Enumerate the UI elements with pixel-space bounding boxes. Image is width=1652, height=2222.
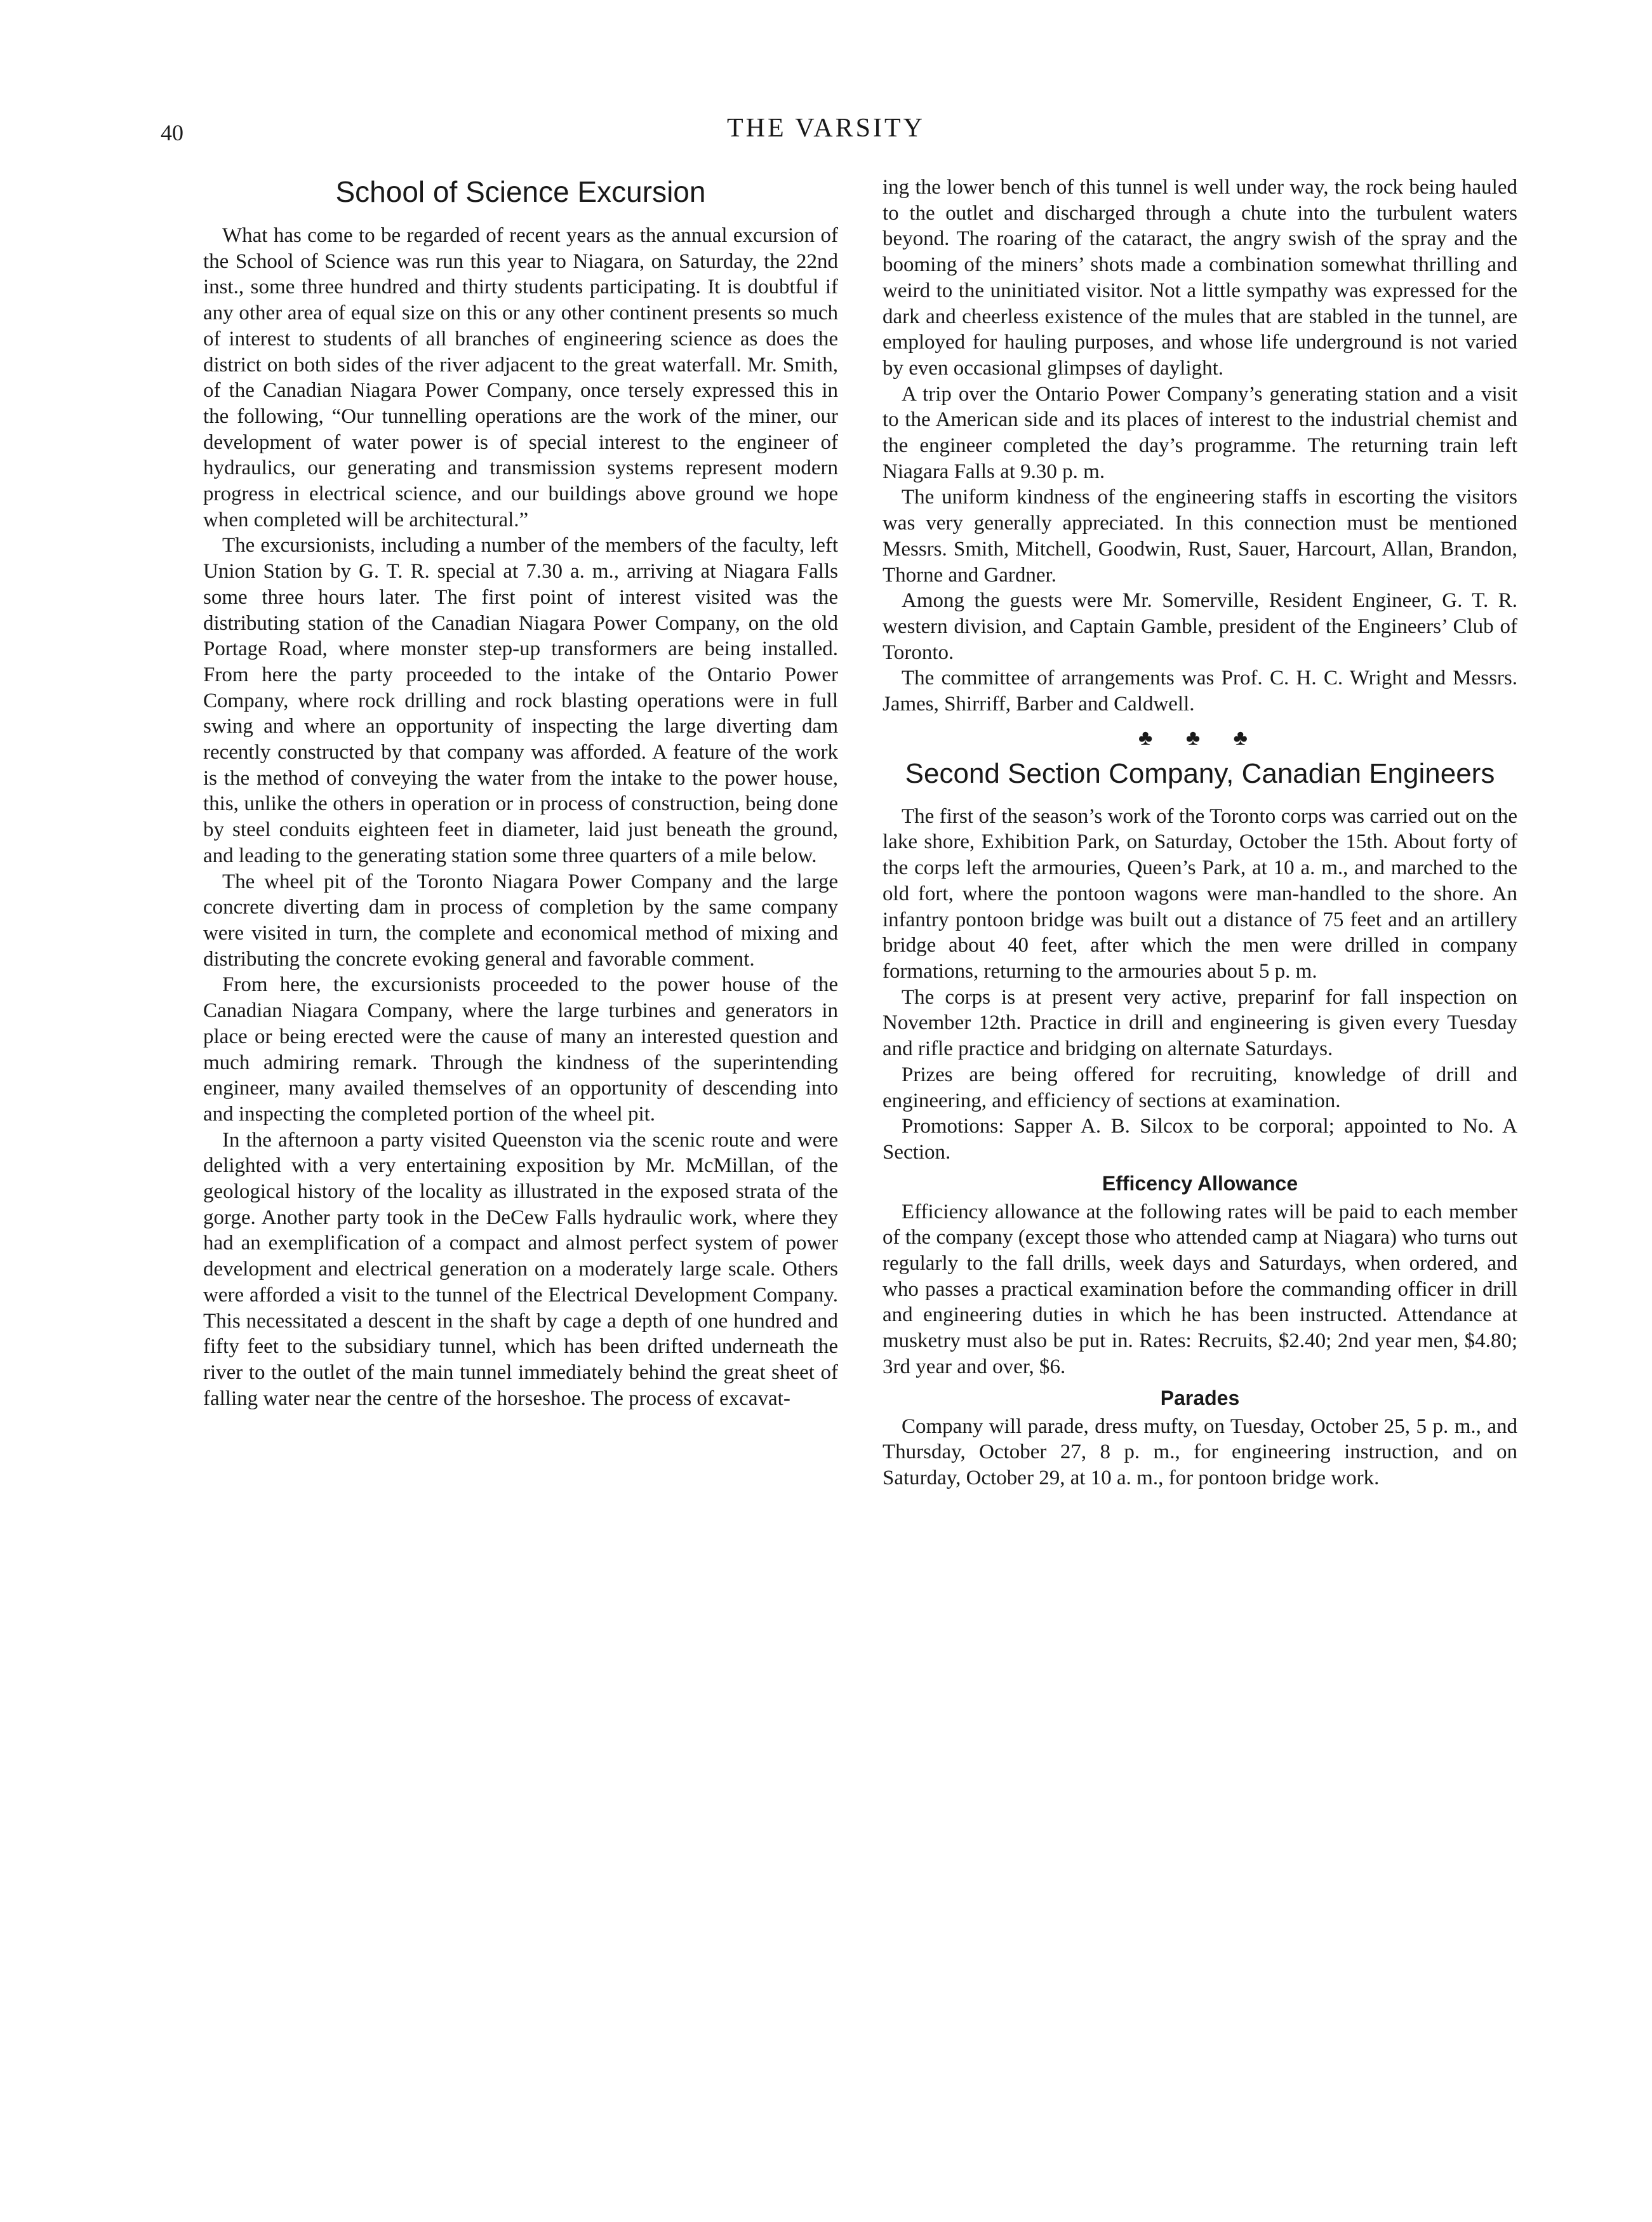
article-paragraph: Among the guests were Mr. Somerville, Resident Engineer, G. T. R. western division, and Captain Gamble, president of the Engineers’ Club of Toronto. xyxy=(883,589,1517,664)
article-paragraph: What has come to be regarded of recent years as the annual excursion of the School of Science was run this year to Niagara, on Saturday, the 22nd inst., some three hundred and thirty students participating. It is doubtful if any other area of equal size on this or any other continent presents so much of interest to students of all branches of engineering science as does the district on both sides of the river adjacent to the great waterfall. Mr. Smith, of the Canadian Niagara Power Company, once tersely expressed this in the following, “Our tunnelling operations are the work of the miner, our development of water power is of special interest to the engineer of hydraulics, our generating and transmission systems represent modern progress in electrical science, and our buildings above ground we hope when completed will be architectural.” xyxy=(203,224,838,531)
section-subheading: Efficency Allowance xyxy=(1102,1171,1298,1195)
article-paragraph: Efficiency allowance at the following rates will be paid to each member of the company (except those who attended camp at Niagara) who turns out regularly to the fall drills, week days and Saturdays, when ordered, and who passes a practical examination before the commanding officer in drill and engineering duties in which he has been instructed. Attendance at musketry must also be put in. Rates: Recruits, $2.40; 2nd year men, $4.80; 3rd year and over, $6. xyxy=(883,1200,1517,1378)
article-paragraph: From here, the excursionists proceeded to the power house of the Canadian Niagara Company, where the large turbines and generators in place or being erected were the cause of many an interested question and much admiring remark. Through the kindness of the superintending engineer, many availed themselves of an opportunity of descending into and inspecting the completed portion of the wheel pit. xyxy=(203,973,838,1126)
running-title: THE VARSITY xyxy=(727,114,925,143)
section-subheading: Parades xyxy=(1160,1386,1240,1409)
article-paragraph: The excursionists, including a number of the members of the faculty, left Union Station by G. T. R. special at 7.30 a. m., arriving at Niagara Falls some three hours later. The first point of interest visited was the distributing station of the Canadian Niagara Power Company, on the old Portage Road, where monster step-up transformers are being installed. From here the party proceeded to the intake of the Ontario Power Company, where rock drilling and rock blasting operations were in full swing and where an opportunity of inspecting the large diverting dam recently constructed by that company was afforded. A feature of the work is the method of conveying the water from the intake to the power house, this, unlike the others in operation or in process of construction, being done by steel conduits eighteen feet in diameter, laid just beneath the ground, and leading to the generating station some three quarters of a mile below. xyxy=(203,534,838,867)
article-paragraph: In the afternoon a party visited Queenston via the scenic route and were delighted with a very entertaining exposition by Mr. McMillan, of the geological history of the locality as illustrated in the exposed strata of the gorge. Another party took in the DeCew Falls hydraulic work, where they had an exemplification of a compact and almost perfect system of power development and electrical generation on a moderately large scale. Others were afforded a visit to the tunnel of the Electrical Development Company. This necessitated a descent in the shaft by cage a depth of one hundred and fifty feet to the subsidiary tunnel, which has been drifted underneath the river to the outlet of the main tunnel immediately behind the great sheet of falling water near the centre of the horseshoe. The process of excavat- xyxy=(203,1128,838,1410)
article-paragraph: The corps is at present very active, preparinf for fall inspection on November 12th. Practice in drill and engineering is given every Tuesday and rifle practice and bridging on alternate Saturdays. xyxy=(883,985,1517,1061)
article-title: Second Section Company, Canadian Engineers xyxy=(905,757,1495,789)
article-paragraph: The uniform kindness of the engineering staffs in escorting the visitors was very generally appreciated. In this connection must be mentioned Messrs. Smith, Mitchell, Goodwin, Rust, Sauer, Harcourt, Allan, Brandon, Thorne and Gardner. xyxy=(883,486,1517,587)
article-paragraph: The committee of arrangements was Prof. C. H. C. Wright and Messrs. James, Shirriff, Barber and Caldwell. xyxy=(883,667,1517,716)
article-paragraph: ing the lower bench of this tunnel is well under way, the rock being hauled to the outlet and discharged through a chute into the turbulent waters beyond. The roaring of the cataract, the angry swish of the spray and the booming of the miners’ shots made a combination somewhat thrilling and weird to the uninitiated visitor. Not a little sympathy was expressed for the dark and cheerless existence of the mules that are stabled in the tunnel, are employed for hauling purposes, and whose life underground is not varied by even occasional glimpses of daylight. xyxy=(883,176,1517,380)
article-paragraph: Company will parade, dress mufty, on Tuesday, October 25, 5 p. m., and Thursday, October 27, 8 p. m., for engineering instruction, and on Saturday, October 29, at 10 a. m., for pontoon bridge work. xyxy=(883,1414,1517,1489)
page-number: 40 xyxy=(161,120,183,145)
article-paragraph: Prizes are being offered for recruiting, knowledge of drill and engineering, and efficiency of sections at examination. xyxy=(883,1063,1517,1112)
article-paragraph: A trip over the Ontario Power Company’s generating station and a visit to the American side and its places of interest to the industrial chemist and the engineer completed the day’s programme. The returning train left Niagara Falls at 9.30 p. m. xyxy=(883,382,1517,483)
article-title: School of Science Excursion xyxy=(335,175,706,208)
article-paragraph: The wheel pit of the Toronto Niagara Power Company and the large concrete diverting dam in process of completion by the same company were visited in turn, the complete and economical method of mixing and distributing the concrete evoking general and favorable comment. xyxy=(203,870,838,971)
right-column xyxy=(883,175,1517,1491)
left-column xyxy=(203,175,838,1411)
article-paragraph: The first of the season’s work of the Toronto corps was carried out on the lake shore, Exhibition Park, on Saturday, October the 15th. About forty of the corps left the armouries, Queen’s Park, at 10 a. m., and marched to the old fort, where the pontoon wagons were man-handled to the shore. An infantry pontoon bridge was built out a distance of 75 feet and an artillery bridge about 40 feet, after which the men were drilled in company formations, returning to the armouries about 5 p. m. xyxy=(883,804,1517,983)
section-divider-ornament: ♣ ♣ ♣ xyxy=(1138,726,1262,750)
article-paragraph: Promotions: Sapper A. B. Silcox to be corporal; appointed to No. A Section. xyxy=(883,1115,1517,1164)
